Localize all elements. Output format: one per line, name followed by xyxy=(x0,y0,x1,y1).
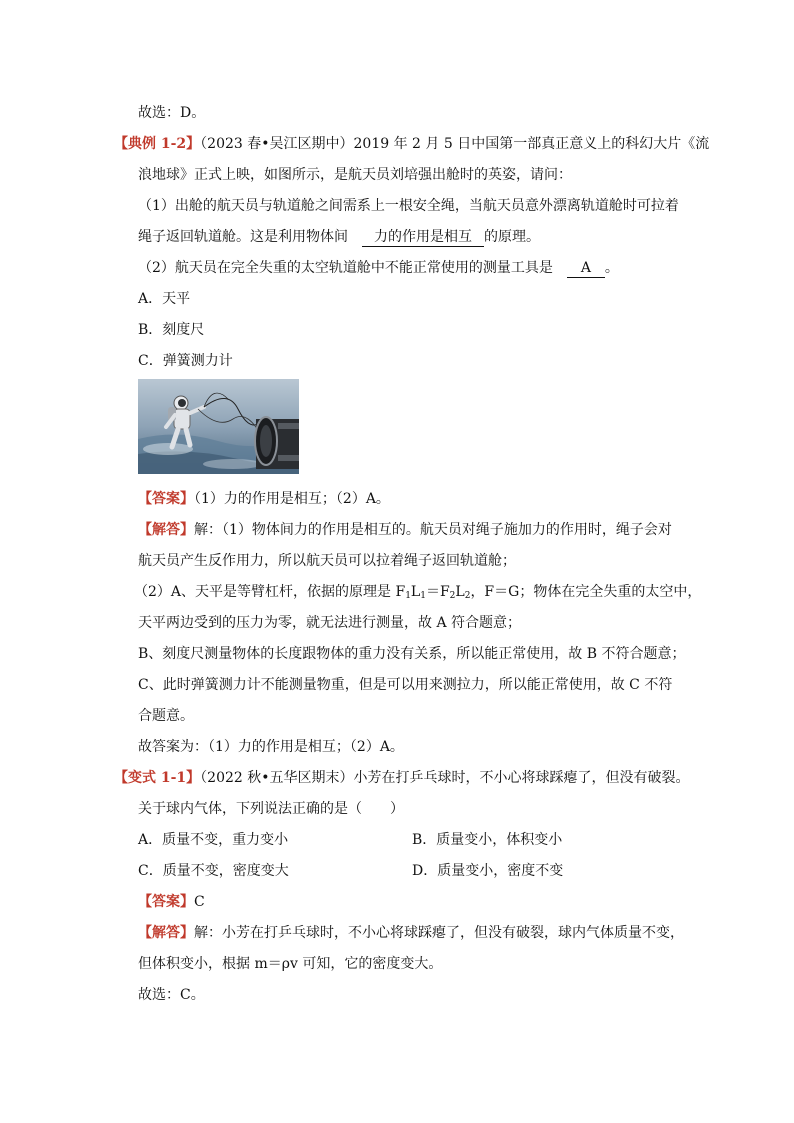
option-b: B．刻度尺 xyxy=(138,322,205,338)
q2-post: 。 xyxy=(604,260,619,276)
variant-solution-line1 xyxy=(138,924,684,942)
answer-text: （1）力的作用是相互；（2）A。 xyxy=(194,491,390,507)
variant-answer-text: C xyxy=(194,894,205,910)
solution-line6: C、此时弹簧测力计不能测量物重，但是可以用来测拉力，所以能正常使用，故 C 不符 xyxy=(138,677,673,693)
variant-option-c: C．质量不变，密度变大 xyxy=(138,863,289,879)
solution-line1 xyxy=(138,521,672,539)
variant-option-b: B．质量变小，体积变小 xyxy=(412,832,563,848)
variant-option-a: A．质量不变，重力变小 xyxy=(138,832,289,848)
sub-2: 1 xyxy=(420,591,426,601)
final-answer: 故答案为：（1）力的作用是相互；（2）A。 xyxy=(138,739,404,755)
q1-post: 的原理。 xyxy=(484,229,540,245)
variant-option-d: D．质量变小，密度不变 xyxy=(412,863,564,879)
sol3-pre: （2）A、天平是等臂杠杆，依据的原理是 F xyxy=(134,584,406,600)
variant-solution-text: 解：小芳在打乒乓球时，不小心将球踩瘪了，但没有破裂，球内气体质量不变， xyxy=(194,925,684,941)
sub-4: 2 xyxy=(464,591,471,601)
sol3-l2: L xyxy=(455,584,465,600)
q2-blank-answer: A xyxy=(567,259,605,278)
example-1-2-intro-line1 xyxy=(114,135,709,153)
variant-1-1-intro-line2: 关于球内气体，下列说法正确的是（ ） xyxy=(138,801,404,817)
solution-tag: 【解答】 xyxy=(138,522,194,538)
example-tag: 【典例 1-2】 xyxy=(114,136,201,152)
variant-tag: 【变式 1-1】 xyxy=(114,770,201,786)
example-answer xyxy=(138,490,390,508)
example-source: （2023 春•吴江区期中） xyxy=(200,136,354,152)
example-1-2-intro-line2: 浪地球》正式上映，如图所示，是航天员刘培强出舱时的英姿，请问： xyxy=(138,167,572,183)
sol3-f2: ＝F xyxy=(425,584,450,600)
variant-final-answer: 故选：C。 xyxy=(138,987,205,1003)
solution-line4: 天平两边受到的压力为零，就无法进行测量，故 A 符合题意； xyxy=(138,615,522,631)
question-1-line2 xyxy=(138,228,540,247)
variant-1-1-intro-line1 xyxy=(114,769,690,787)
q1-pre: 绳子返回轨道舱。这是利用物体间 xyxy=(138,229,348,245)
variant-solution-tag: 【解答】 xyxy=(138,925,194,941)
variant-solution-line2: 但体积变小，根据 m＝ρv 可知，它的密度变大。 xyxy=(138,956,443,972)
prev-answer: 故选：D。 xyxy=(138,105,206,121)
sol3-l1: L xyxy=(410,584,421,600)
example-intro: 2019 年 2 月 5 日中国第一部真正意义上的科幻大片《流 xyxy=(353,136,710,152)
solution-line3 xyxy=(134,583,701,605)
variant-answer-tag: 【答案】 xyxy=(138,894,194,910)
answer-tag: 【答案】 xyxy=(138,491,194,507)
sub-1: 1 xyxy=(405,591,411,601)
question-2 xyxy=(138,259,619,278)
q2-pre: （2）航天员在完全失重的太空轨道舱中不能正常使用的测量工具是 xyxy=(138,260,553,276)
variant-source: （2022 秋•五华区期末） xyxy=(200,770,354,786)
solution-line7: 合题意。 xyxy=(138,708,194,724)
option-c: C．弹簧测力计 xyxy=(138,353,233,369)
question-1-line1: （1）出舱的航天员与轨道舱之间需系上一根安全绳，当航天员意外漂离轨道舱时可拉着 xyxy=(138,198,679,214)
solution-text: 解：（1）物体间力的作用是相互的。航天员对绳子施加力的作用时，绳子会对 xyxy=(194,522,672,538)
variant-answer xyxy=(138,893,205,911)
solution-line2: 航天员产生反作用力，所以航天员可以拉着绳子返回轨道舱； xyxy=(138,553,516,569)
sub-3: 2 xyxy=(449,591,456,601)
q1-blank-answer: 力的作用是相互 xyxy=(362,228,484,247)
astronaut-spacewalk-icon xyxy=(138,379,299,474)
option-a: A．天平 xyxy=(138,291,191,307)
astronaut-photo xyxy=(138,379,299,474)
sol3-post: ，F＝G；物体在完全失重的太空中， xyxy=(470,584,702,600)
variant-intro: 小芳在打乒乓球时，不小心将球踩瘪了，但没有破裂。 xyxy=(353,770,690,786)
solution-line5: B、刻度尺测量物体的长度跟物体的重力没有关系，所以能正常使用，故 B 不符合题意； xyxy=(138,646,686,662)
